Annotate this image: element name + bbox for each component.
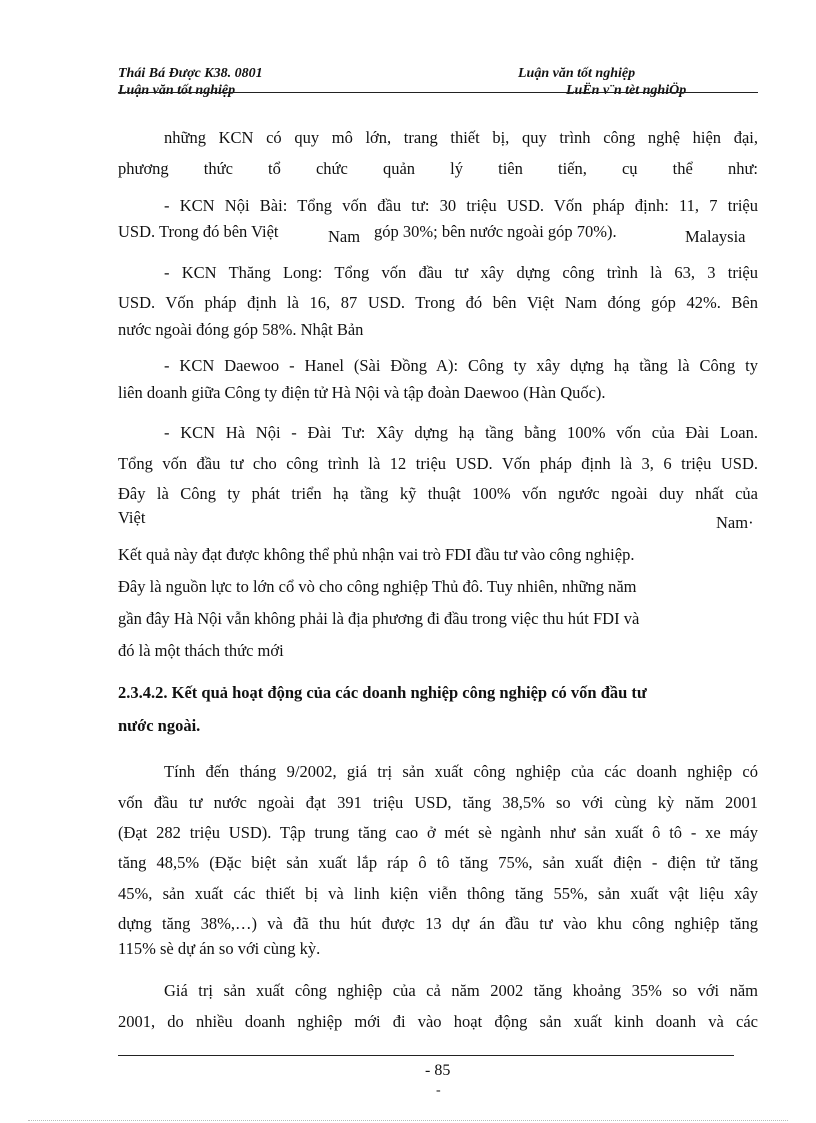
body-line: Đây là Công ty phát triển hạ tầng kỹ thuật 100% vốn ngước ngoài duy nhất của <box>118 484 758 503</box>
body-line: những KCN có quy mô lớn, trang thiết bị, quy trình công nghệ hiện đại, <box>164 128 758 147</box>
body-line: Tính đến tháng 9/2002, giá trị sản xuất công nghiệp của các doanh nghiệp có <box>164 762 758 781</box>
section-heading: nước ngoài. <box>118 716 201 735</box>
body-line: dựng tăng 38%,…) và đã thu hút được 13 dự án đầu tư vào khu công nghiệp tăng <box>118 914 758 933</box>
body-line: 2001, do nhiều doanh nghiệp mới đi vào hoạt động sản xuất kinh doanh và các <box>118 1012 758 1031</box>
body-word: Nam <box>328 227 361 246</box>
body-line: USD. Trong đó bên Việt <box>118 222 279 241</box>
body-line: đó là một thách thức mới <box>118 641 284 660</box>
body-line: 115% sè dự án so với cùng kỳ. <box>118 939 321 958</box>
body-line: Đây là nguồn lực to lớn cổ vò cho công nghiệp Thủ đô. Tuy nhiên, những năm <box>118 577 637 596</box>
body-line: (Đạt 282 triệu USD). Tập trung tăng cao ở mét sè ngành như sản xuất ô tô - xe máy <box>118 823 758 842</box>
page-number: - 85 <box>425 1062 451 1079</box>
body-line: phương thức tổ chức quản lý tiên tiến, cụ thể như: <box>118 159 758 178</box>
footer-rule <box>118 1055 734 1056</box>
body-word: Nam· <box>716 513 754 532</box>
section-heading: 2.3.4.2. Kết quả hoạt động của các doanh nghiệp công nghiệp có vốn đầu tư <box>118 683 647 702</box>
header-author: Thái Bá Được K38. 0801 <box>118 66 263 81</box>
body-line: - KCN Hà Nội - Đài Tư: Xây dựng hạ tầng bằng 100% vốn của Đài Loan. <box>164 423 758 442</box>
body-line: Việt <box>118 508 146 527</box>
body-line: nước ngoài đóng góp 58%. Nhật Bản <box>118 320 364 339</box>
body-word: Malaysia <box>685 227 746 246</box>
body-line: tăng 48,5% (Đặc biệt sản xuất lắp ráp ô tô tăng 75%, sản xuất điện - điện tử tăng <box>118 853 758 872</box>
body-line: Kết quả này đạt được không thể phủ nhận vai trò FDI đầu tư vào công nghiệp. <box>118 545 635 564</box>
page-bottom-dotted-rule <box>28 1120 788 1121</box>
body-line: - KCN Nội Bài: Tổng vốn đầu tư: 30 triệu USD. Vốn pháp định: 11, 7 triệu <box>164 196 758 215</box>
body-line: vốn đầu tư nước ngoài đạt 391 triệu USD, tăng 38,5% so với cùng kỳ năm 2001 <box>118 793 758 812</box>
body-line: USD. Vốn pháp định là 16, 87 USD. Trong đó bên Việt Nam đóng góp 42%. Bên <box>118 293 758 312</box>
header-title: Luận văn tốt nghiệp <box>518 66 636 81</box>
body-line: Tổng vốn đầu tư cho công trình là 12 triệu USD. Vốn pháp định là 3, 6 triệu USD. <box>118 454 758 473</box>
page-dash: - <box>436 1083 441 1098</box>
body-line: 45%, sản xuất các thiết bị và linh kiện viễn thông tăng 55%, sản xuất vật liệu xây <box>118 884 758 903</box>
header-rule <box>118 92 758 93</box>
body-line: - KCN Thăng Long: Tổng vốn đầu tư xây dựng công trình là 63, 3 triệu <box>164 263 758 282</box>
header-title-left: Luận văn tốt nghiệp <box>118 83 236 98</box>
body-line: góp 30%; bên nước ngoài góp 70%). <box>374 222 617 241</box>
body-line: liên doanh giữa Công ty điện tử Hà Nội và tập đoàn Daewoo (Hàn Quốc). <box>118 383 606 402</box>
body-line: gần đây Hà Nội vẫn không phải là địa phương đi đầu trong việc thu hút FDI và <box>118 609 640 628</box>
header-title-encoded: LuËn v¨n tèt nghiÖp <box>566 83 687 98</box>
body-line: - KCN Daewoo - Hanel (Sài Đồng A): Công ty xây dựng hạ tầng là Công ty <box>164 356 758 375</box>
body-line: Giá trị sản xuất công nghiệp của cả năm 2002 tăng khoảng 35% so với năm <box>164 981 758 1000</box>
